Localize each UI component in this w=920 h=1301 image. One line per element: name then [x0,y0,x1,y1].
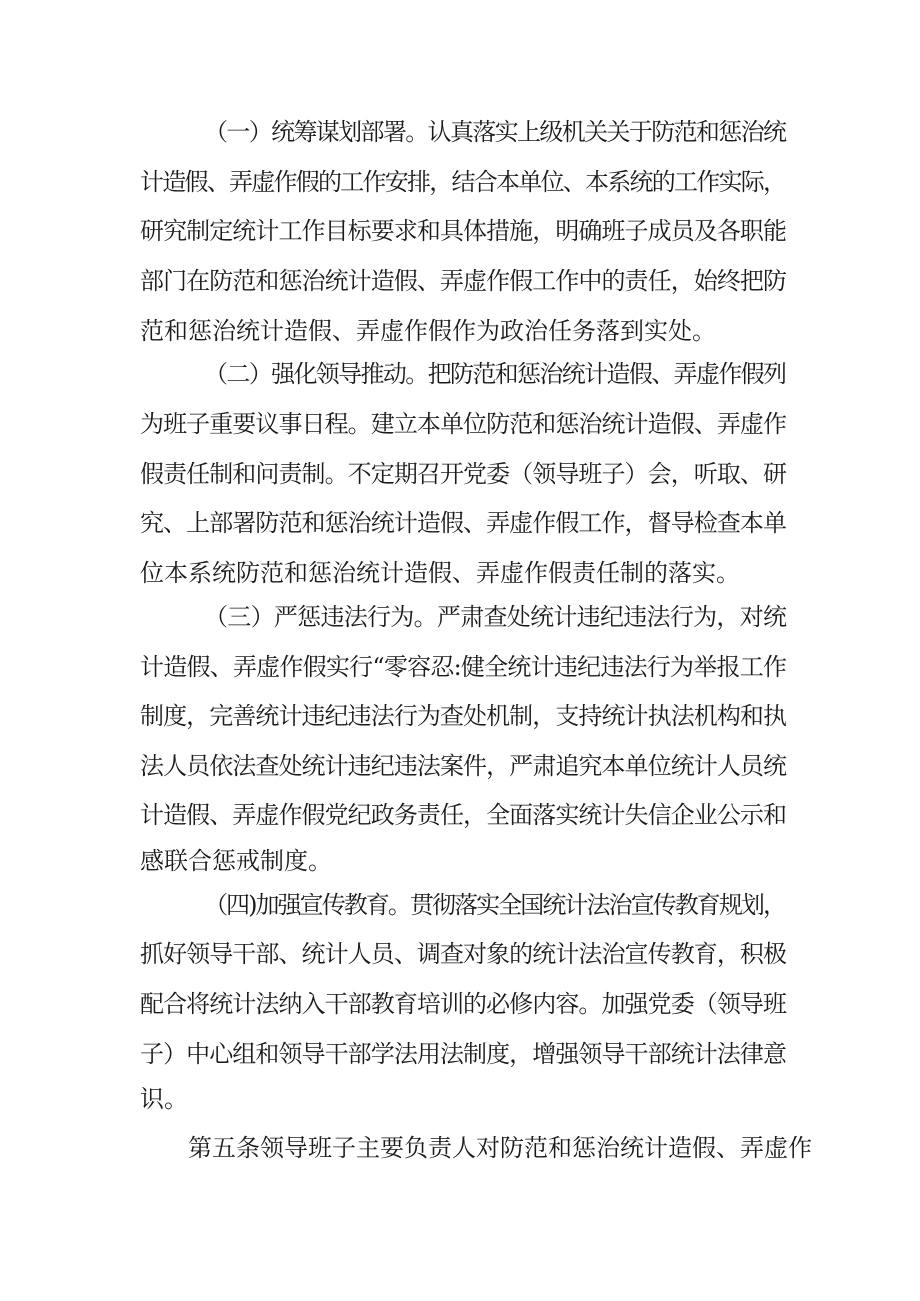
text-line: 第五条领导班子主要负责人对防范和惩治统计造假、弄虚作 [188,1134,812,1162]
text-line: （三）严惩违法行为。严肃查处统计违纪违法行为，对统 [204,603,787,631]
text-line: 计造假、弄虚作假党纪政务责任，全面落实统计失信企业公示和 [140,801,787,829]
text-line: 制度，完善统计违纪违法行为查处机制，支持统计执法机构和执 [140,702,787,730]
text-line: （二）强化领导推动。把防范和惩治统计造假、弄虚作假列 [204,360,786,388]
text-line: 感联合惩戒制度。 [140,847,332,875]
text-line: 部门在防范和惩治统计造假、弄虚作假工作中的责任，始终把防 [140,267,787,295]
text-line: （一）统筹谋划部署。认真落实上级机关关于防范和惩治统 [204,118,786,146]
text-line: 识。 [140,1085,188,1113]
text-line: 法人员依法查处统计违纪违法案件，严肃追究本单位统计人员统 [140,752,787,780]
text-line: 抓好领导干部、统计人员、调查对象的统计法治宣传教育，积极 [140,940,787,968]
text-line: 位本系统防范和惩治统计造假、弄虚作假责任制的落实。 [140,559,740,587]
text-line: 假责任制和问责制。不定期召开党委（领导班子）会，听取、研 [140,460,787,488]
text-line: 研究制定统计工作目标要求和具体措施，明确班子成员及各职能 [140,217,787,245]
text-line: 计造假、弄虚作假的工作安排，结合本单位、本系统的工作实际， [140,168,786,196]
text-line: 子）中心组和领导干部学法用法制度，增强领导干部统计法律意 [140,1040,787,1068]
text-line: 究、上部署防范和惩治统计造假、弄虚作假工作，督导检查本单 [140,509,787,537]
text-line: 配合将统计法纳入干部教育培训的必修内容。加强党委（领导班 [140,990,787,1018]
text-line: 为班子重要议事日程。建立本单位防范和惩治统计造假、弄虚作 [140,410,787,438]
text-line: （四)加强宣传教育。贯彻落实全国统计法治宣传教育规划， [204,891,786,919]
text-line: 范和惩治统计造假、弄虚作假作为政治任务落到实处。 [140,317,716,345]
text-line: 计造假、弄虚作假实行“零容忍:健全统计违纪违法行为举报工作 [140,653,787,681]
